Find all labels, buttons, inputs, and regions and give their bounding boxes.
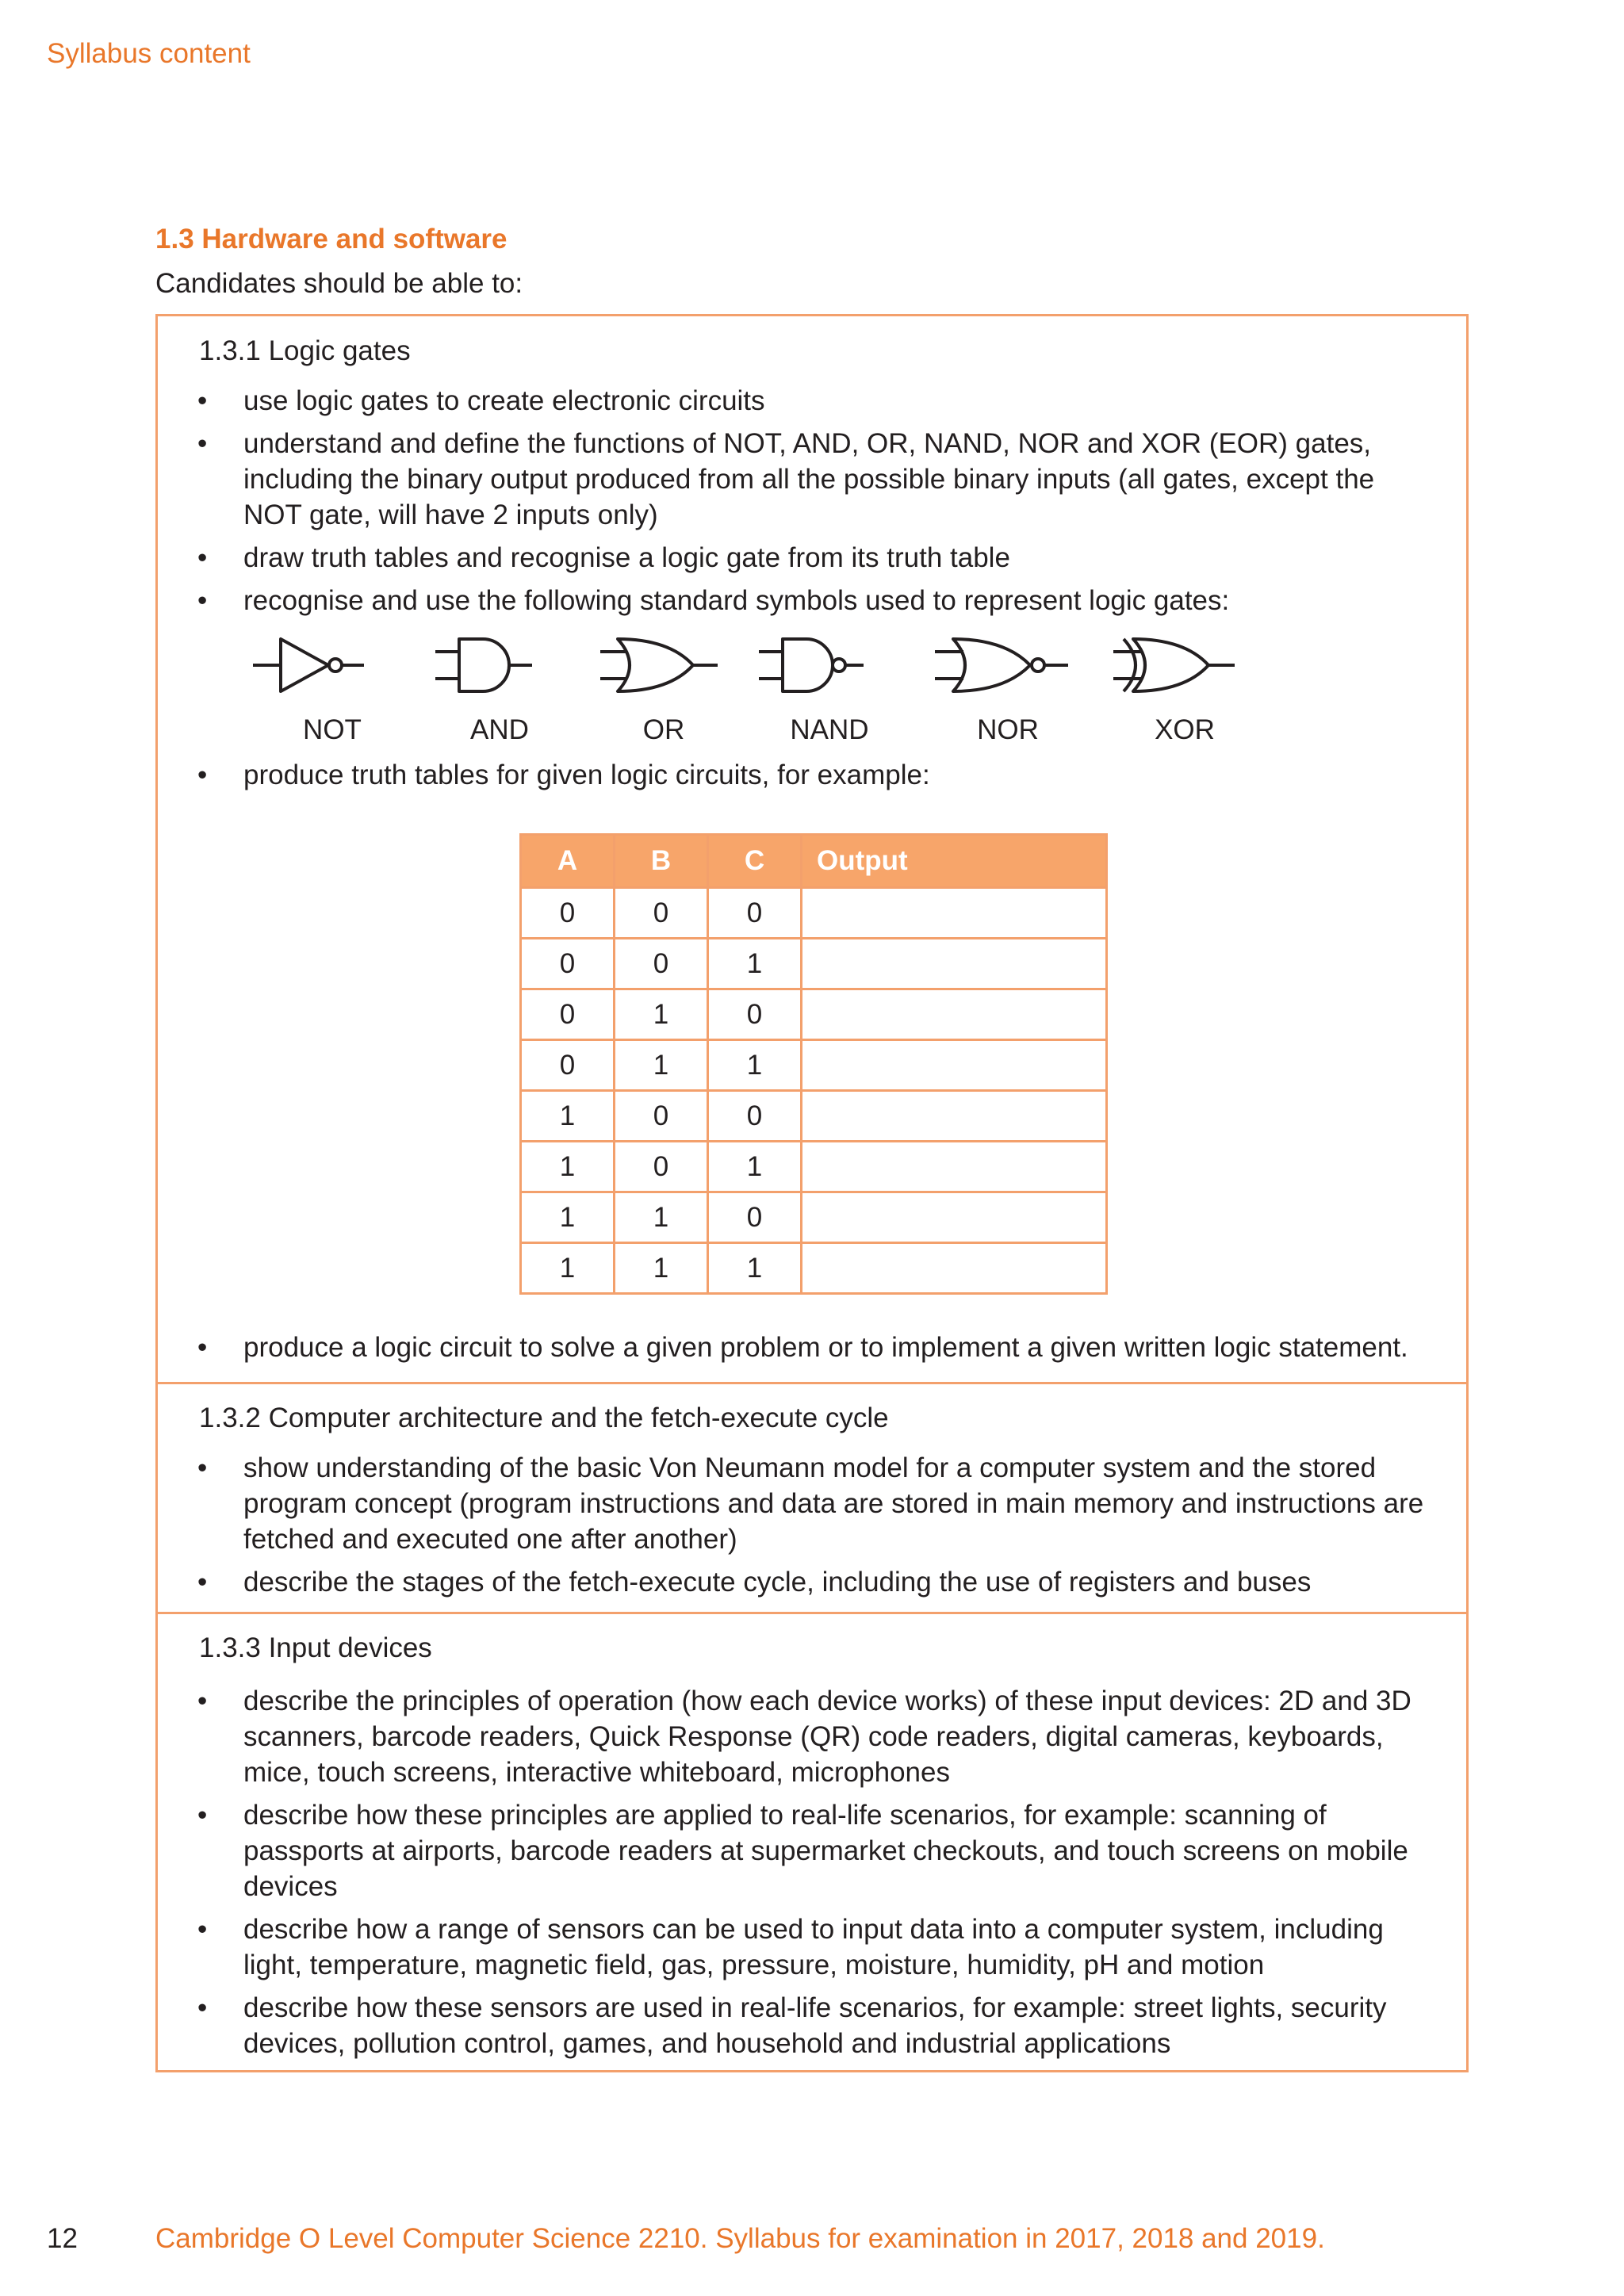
table-row bbox=[521, 888, 1107, 939]
table-cell: 0 bbox=[708, 1091, 802, 1142]
list-item: • produce truth tables for given logic circuits, for example: bbox=[158, 757, 1466, 793]
table-cell: 1 bbox=[708, 1243, 802, 1294]
table-cell: 1 bbox=[708, 1040, 802, 1091]
table-cell: 0 bbox=[615, 888, 708, 939]
subsection-title-logic-gates: 1.3.1 Logic gates bbox=[199, 335, 411, 366]
list-item: • draw truth tables and recognise a logic gate from its truth table bbox=[158, 540, 1466, 576]
list-item: • use logic gates to create electronic circuits bbox=[158, 383, 1466, 419]
logic-gates-bullets bbox=[158, 383, 1466, 626]
table-cell: 0 bbox=[708, 989, 802, 1040]
table-cell: 0 bbox=[521, 939, 615, 989]
truth-table bbox=[519, 833, 1108, 1295]
gate-label-and: AND bbox=[470, 714, 529, 745]
gate-label-nor: NOR bbox=[977, 714, 1039, 745]
page-number: 12 bbox=[47, 2223, 78, 2254]
table-cell: 0 bbox=[521, 989, 615, 1040]
table-cell: 1 bbox=[615, 989, 708, 1040]
table-cell: 0 bbox=[615, 1091, 708, 1142]
nor-gate-icon bbox=[935, 639, 1068, 691]
section-title: 1.3 Hardware and software bbox=[155, 224, 508, 254]
gate-label-nand: NAND bbox=[790, 714, 869, 745]
table-row bbox=[521, 989, 1107, 1040]
section-divider bbox=[158, 1382, 1466, 1384]
table-cell-output bbox=[802, 989, 1107, 1040]
table-cell: 0 bbox=[615, 1142, 708, 1192]
nand-gate-icon bbox=[759, 639, 864, 691]
xor-gate-icon bbox=[1113, 639, 1235, 691]
table-cell-output bbox=[802, 1040, 1107, 1091]
table-cell: 0 bbox=[615, 939, 708, 989]
list-item: • describe how a range of sensors can be used to input data into a computer system, including light, temperature, magnetic field, gas, pressure, moisture, humidity, pH and motion bbox=[158, 1911, 1466, 1983]
table-row bbox=[521, 1192, 1107, 1243]
list-item: • describe the stages of the fetch-execute cycle, including the use of registers and buses bbox=[158, 1564, 1466, 1600]
table-cell: 0 bbox=[521, 1040, 615, 1091]
table-cell: 1 bbox=[615, 1040, 708, 1091]
truth-table-body bbox=[521, 888, 1107, 1294]
table-header-row bbox=[521, 835, 1107, 888]
table-cell: 0 bbox=[708, 1192, 802, 1243]
table-row bbox=[521, 939, 1107, 989]
table-cell: 1 bbox=[615, 1192, 708, 1243]
table-header-b: B bbox=[615, 835, 708, 888]
page-header: Syllabus content bbox=[47, 38, 251, 69]
list-item: • describe how these principles are applied to real-life scenarios, for example: scanning of passports at airports, barcode readers at supermarket checkouts, and touch screens on mobile devices bbox=[158, 1797, 1466, 1904]
table-cell: 0 bbox=[708, 888, 802, 939]
table-row bbox=[521, 1040, 1107, 1091]
list-item: • describe the principles of operation (how each device works) of these input devices: 2D and 3D scanners, barcode readers, Quick Response (QR) code readers, digital cameras, keyboards, mice, touch screens, interactive whiteboard, microphones bbox=[158, 1683, 1466, 1790]
table-cell: 1 bbox=[708, 939, 802, 989]
table-row bbox=[521, 1243, 1107, 1294]
table-cell-output bbox=[802, 888, 1107, 939]
not-gate-icon bbox=[253, 639, 364, 691]
or-gate-icon bbox=[600, 639, 718, 691]
list-item: • show understanding of the basic Von Neumann model for a computer system and the stored program concept (program instructions and data are stored in main memory and instructions are fetched and executed one after another) bbox=[158, 1450, 1466, 1557]
list-item: • understand and define the functions of NOT, AND, OR, NAND, NOR and XOR (EOR) gates, including the binary output produced from all the possible binary inputs (all gates, except the NOT gate, will have 2 inputs only) bbox=[158, 426, 1466, 533]
footer-text: Cambridge O Level Computer Science 2210. Syllabus for examination in 2017, 2018 and 2019. bbox=[155, 2223, 1325, 2254]
table-row bbox=[521, 1091, 1107, 1142]
subsection-title-architecture: 1.3.2 Computer architecture and the fetch-execute cycle bbox=[199, 1402, 889, 1433]
table-header-a: A bbox=[521, 835, 615, 888]
list-item: • produce a logic circuit to solve a given problem or to implement a given written logic statement. bbox=[158, 1330, 1466, 1365]
architecture-bullets bbox=[158, 1450, 1466, 1607]
table-cell: 1 bbox=[521, 1091, 615, 1142]
table-cell-output bbox=[802, 1142, 1107, 1192]
input-devices-bullets bbox=[158, 1683, 1466, 2068]
table-cell-output bbox=[802, 939, 1107, 989]
table-header-output: Output bbox=[802, 835, 1107, 888]
section-divider bbox=[158, 1612, 1466, 1614]
truth-table-bullet bbox=[158, 757, 1466, 800]
table-cell: 1 bbox=[521, 1192, 615, 1243]
gate-label-or: OR bbox=[642, 714, 685, 745]
table-cell: 1 bbox=[521, 1243, 615, 1294]
table-cell: 1 bbox=[708, 1142, 802, 1192]
table-cell: 1 bbox=[615, 1243, 708, 1294]
table-cell: 1 bbox=[521, 1142, 615, 1192]
subsection-title-input-devices: 1.3.3 Input devices bbox=[199, 1632, 432, 1663]
gate-label-not: NOT bbox=[303, 714, 362, 745]
table-row bbox=[521, 1142, 1107, 1192]
gate-symbols bbox=[245, 629, 1276, 701]
table-header-c: C bbox=[708, 835, 802, 888]
list-item: • recognise and use the following standard symbols used to represent logic gates: bbox=[158, 583, 1466, 618]
logic-circuit-bullet bbox=[158, 1330, 1466, 1372]
syllabus-box bbox=[155, 314, 1469, 2072]
table-cell: 0 bbox=[521, 888, 615, 939]
intro-text: Candidates should be able to: bbox=[155, 268, 523, 299]
table-cell-output bbox=[802, 1192, 1107, 1243]
list-item: • describe how these sensors are used in real-life scenarios, for example: street lights, security devices, pollution control, games, and household and industrial applications bbox=[158, 1990, 1466, 2061]
table-cell-output bbox=[802, 1091, 1107, 1142]
table-cell-output bbox=[802, 1243, 1107, 1294]
gate-label-xor: XOR bbox=[1155, 714, 1215, 745]
and-gate-icon bbox=[435, 639, 532, 691]
